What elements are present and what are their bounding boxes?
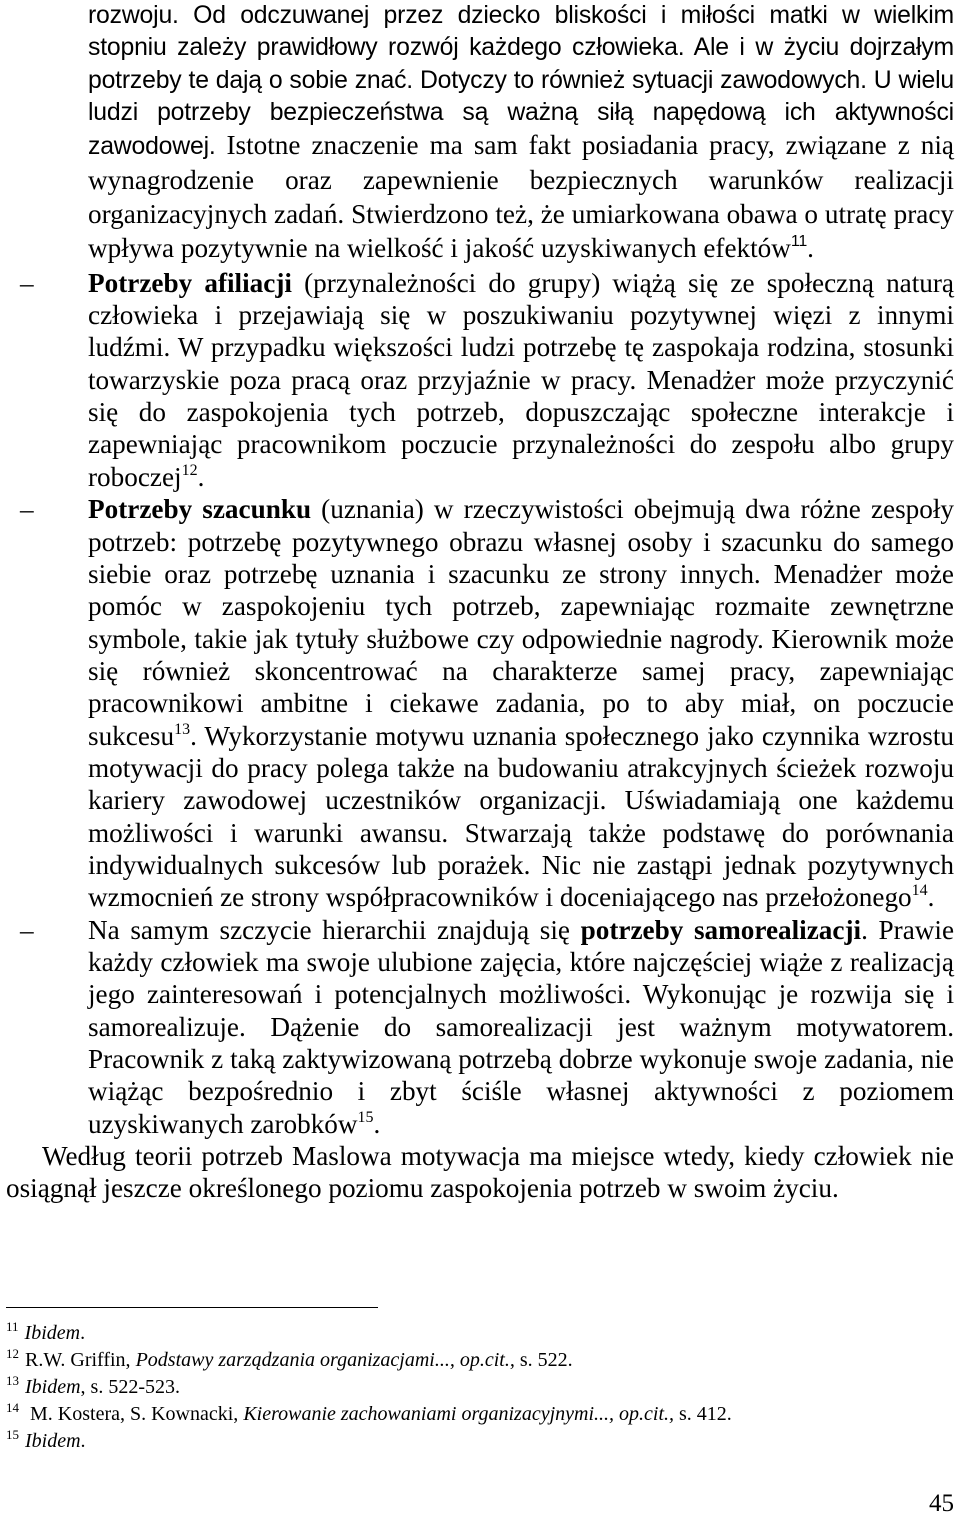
bullet-text: (uznania) w rzeczywistości obejmują dwa różne zespoły potrzeb: potrzebę pozytywnego obrazu własnej osoby i szacunku do samego siebie oraz potrzebę uznania i szacunku ze strony innych. Menadżer może pomóc w zaspokojeniu tych potrzeb, zapewniając rozmaite zewnętrzne symbole, takie jak tytuły służbowe czy odpowiednie nagrody. Kierownik może się również skoncentrować na charakterze samej pracy, zapewniając pracownikowi ambitne i ciekawe zadania, po to aby miał, on poczucie sukcesu [88, 494, 955, 751]
footnote-13 [6, 1374, 954, 1401]
bullet-end: . [927, 882, 935, 913]
footnote-number: 12 [6, 1346, 19, 1361]
term-esteem: Potrzeby szacunku [88, 494, 312, 525]
footnote-italic: Ibidem [25, 1376, 81, 1398]
footnote-number: 11 [6, 1319, 19, 1334]
footnotes [6, 1320, 954, 1455]
footnote-ref-15: 15 [357, 1108, 374, 1126]
continued-paragraph [88, 0, 954, 267]
footnote-rest: . [80, 1322, 86, 1344]
footnote-number: 13 [6, 1373, 19, 1388]
footnote-italic: Podstawy zarządzania organizacjami..., op.cit., [135, 1349, 515, 1371]
footnote-number: 14 [6, 1400, 19, 1415]
bullet-end: . [373, 1108, 381, 1139]
dash-bullet: – [20, 494, 34, 525]
paragraph-end: . [807, 233, 814, 264]
bullet-esteem [6, 493, 954, 913]
footnote-12 [6, 1347, 954, 1374]
footnote-15 [6, 1428, 954, 1455]
bullet-text: . Prawie każdy człowiek ma swoje ulubione zajęcia, które najczęściej wiąże z realizacją jego zainteresowań i potencjalnych możliwości. Wykonując je rozwija się i samorealizuje. Dążenie do samorealizacji jest ważnym motywatorem. Pracownik z taką zaktywizowaną potrzebą dobrze wykonuje swoje zadania, nie wiążąc bezpośrednio i zbyt ściśle własnej aktywności z poziomem uzyskiwanych zarobków [88, 914, 955, 1139]
bullet-self-actualization [6, 914, 954, 1140]
footnote-rest: , s. 522-523. [80, 1376, 180, 1398]
bullet-text-continued: . Wykorzystanie motywu uznania społecznego jako czynnika wzrostu motywacji do pracy polega także na budowaniu atrakcyjnych ścieżek rozwoju kariery zawodowej uczestników organizacji. Uświadamiają one każdemu możliwości i warunki awansu. Stwarzają także podstawę do porównania indywidualnych sukcesów lub porażek. Nic nie zastąpi jednak pozytywnych wzmocnień ze strony współpracowników i doceniającego nas przełożonego [88, 720, 954, 913]
footnote-ref-12: 12 [181, 461, 198, 479]
bullet-affiliation [6, 267, 954, 493]
page-number: 45 [929, 1490, 954, 1517]
footnote-rest: . [80, 1430, 86, 1452]
footnote-14 [6, 1401, 954, 1428]
footnote-author: M. Kostera, S. Kownacki, [25, 1403, 244, 1425]
dash-bullet: – [20, 267, 34, 298]
footnote-ref-14: 14 [911, 882, 928, 900]
footnote-italic: Ibidem [24, 1322, 81, 1344]
footnote-rest: s. 522. [514, 1349, 573, 1371]
footnote-number: 15 [6, 1427, 19, 1442]
bullet-text: (przynależności do grupy) wiążą się ze społeczną naturą człowieka i przejawiają się w poszukiwaniu pozytywnej więzi z innymi ludźmi. W przypadku większości ludzi potrzebę tę zaspokaja rodzina, stosunki towarzyskie poza pracą oraz przyjaźnie w pracy. Menadżer może przyczynić się do zaspokojenia tych potrzeb, dopuszczając społeczne interakcje i zapewniając pracownikom poczucie przynależności do zespołu albo grupy roboczej [88, 267, 955, 492]
dash-bullet: – [20, 914, 34, 945]
final-paragraph: Według teorii potrzeb Maslowa motywacja ma miejsce wtedy, kiedy człowiek nie osiągnął jeszcze określonego poziomu zaspokojenia potrzeb w swoim życiu. [6, 1141, 954, 1204]
term-self-actualization: potrzeby samorealizacji [580, 914, 862, 945]
footnote-11 [6, 1320, 954, 1347]
footnote-separator [6, 1307, 378, 1308]
footnote-ref-13: 13 [174, 720, 191, 738]
term-affiliation: Potrzeby afiliacji [88, 267, 292, 298]
bullet-lead: Na samym szczycie hierarchii znajdują się [88, 914, 581, 945]
footnote-italic: Kierowanie zachowaniami organizacyjnymi..., op.cit., [243, 1403, 675, 1425]
footnote-italic: Ibidem [25, 1430, 81, 1452]
body-text [6, 0, 954, 1205]
footnote-rest: s. 412. [674, 1403, 732, 1425]
footnote-ref-11: 11 [790, 233, 808, 251]
bullet-end: . [197, 461, 205, 492]
paragraph-text-part1: rozwoju. Od odczuwanej przez dziecko bliskości i miłości matki w wielkim stopniu zależy prawidłowy rozwój każdego człowieka. Ale i w życiu dojrzałym potrzeby te dają o sobie znać. Dotyczy to również sytuacji zawodowych. U wielu ludzi potrzeby bezpieczeństwa są ważną siłą napędową ich aktywności zawodowej. [88, 2, 954, 161]
footnote-author: R.W. Griffin, [25, 1349, 136, 1371]
paragraph-text-part2: Istotne znaczenie ma sam fakt posiadania pracy, związane z nią wynagrodzenie oraz zapewnienie bezpiecznych warunków realizacji organizacyjnych zadań. Stwierdzono też, że umiarkowana obawa o utratę pracy wpływa pozytywnie na wielkość i jakość uzyskiwanych efektów [88, 130, 954, 264]
